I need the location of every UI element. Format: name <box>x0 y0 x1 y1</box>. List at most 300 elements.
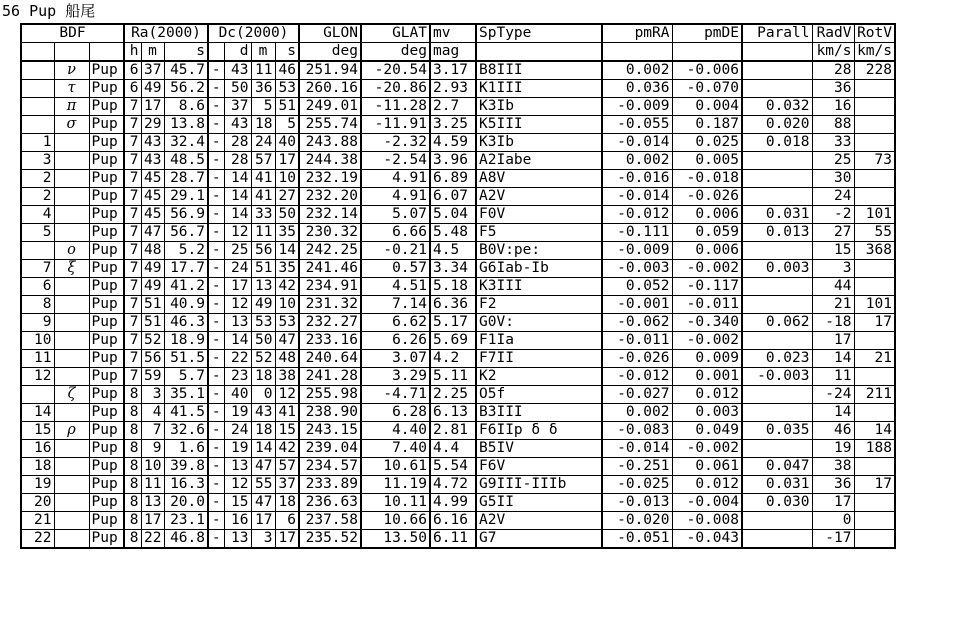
cell-s: 45.7 <box>164 61 208 80</box>
cell-greek <box>54 458 89 476</box>
cell-con: Pup <box>89 332 124 350</box>
glat-header: GLAT <box>361 24 430 43</box>
cell-sptype: F6V <box>476 458 602 476</box>
cell-ds: 12 <box>275 386 299 404</box>
cell-sign: - <box>208 260 224 278</box>
cell-s: 5.2 <box>164 242 208 260</box>
cell-num: 2 <box>21 188 54 206</box>
cell-con: Pup <box>89 242 124 260</box>
cell-sptype: F1Ia <box>476 332 602 350</box>
cell-rotv: 211 <box>854 386 895 404</box>
cell-glat: 4.51 <box>361 278 430 296</box>
radv-unit: km/s <box>812 43 854 62</box>
cell-d: 12 <box>224 224 251 242</box>
cell-pmra: -0.014 <box>602 134 672 152</box>
cell-glon: 251.94 <box>299 61 361 80</box>
mv-header: mv <box>430 24 476 43</box>
cell-num: 20 <box>21 494 54 512</box>
cell-radv: -17 <box>812 530 854 549</box>
cell-radv: 27 <box>812 224 854 242</box>
cell-glon: 235.52 <box>299 530 361 549</box>
cell-s: 13.8 <box>164 116 208 134</box>
cell-parall: 0.013 <box>742 224 812 242</box>
cell-pmra: -0.062 <box>602 314 672 332</box>
cell-rotv: 21 <box>854 350 895 368</box>
cell-s: 39.8 <box>164 458 208 476</box>
cell-parall <box>742 404 812 422</box>
cell-d: 14 <box>224 170 251 188</box>
cell-greek: ν <box>54 61 89 80</box>
cell-m: 52 <box>141 332 164 350</box>
cell-mv: 5.04 <box>430 206 476 224</box>
cell-d: 19 <box>224 404 251 422</box>
cell-ds: 5 <box>275 116 299 134</box>
cell-h: 7 <box>124 206 141 224</box>
cell-pmde: 0.187 <box>672 116 742 134</box>
cell-pmra: 0.002 <box>602 404 672 422</box>
cell-sign: - <box>208 458 224 476</box>
glon-header: GLON <box>299 24 361 43</box>
cell-dm: 53 <box>251 314 275 332</box>
cell-dm: 41 <box>251 170 275 188</box>
cell-m: 51 <box>141 314 164 332</box>
cell-glon: 232.20 <box>299 188 361 206</box>
cell-num <box>21 386 54 404</box>
parall-header: Parall <box>742 24 812 43</box>
header-row-1 <box>21 24 895 43</box>
cell-radv: 24 <box>812 188 854 206</box>
cell-sptype: F5 <box>476 224 602 242</box>
cell-ds: 27 <box>275 188 299 206</box>
cell-glon: 234.57 <box>299 458 361 476</box>
cell-radv: 46 <box>812 422 854 440</box>
cell-h: 7 <box>124 368 141 386</box>
cell-glon: 242.25 <box>299 242 361 260</box>
cell-parall: 0.031 <box>742 206 812 224</box>
cell-s: 16.3 <box>164 476 208 494</box>
cell-glon: 255.98 <box>299 386 361 404</box>
cell-radv: 0 <box>812 512 854 530</box>
cell-parall <box>742 170 812 188</box>
cell-sptype: B8III <box>476 61 602 80</box>
cell-parall <box>742 80 812 98</box>
cell-pmra: -0.001 <box>602 296 672 314</box>
cell-glon: 255.74 <box>299 116 361 134</box>
cell-pmde: -0.026 <box>672 188 742 206</box>
cell-dm: 5 <box>251 98 275 116</box>
cell-glat: 7.40 <box>361 440 430 458</box>
cell-num: 9 <box>21 314 54 332</box>
cell-pmra: -0.012 <box>602 368 672 386</box>
cell-con: Pup <box>89 422 124 440</box>
cell-d: 40 <box>224 386 251 404</box>
glat-unit: deg <box>361 43 430 62</box>
cell-h: 7 <box>124 296 141 314</box>
cell-glon: 243.88 <box>299 134 361 152</box>
cell-sptype: K1III <box>476 80 602 98</box>
cell-con: Pup <box>89 530 124 549</box>
cell-mv: 6.89 <box>430 170 476 188</box>
cell-sptype: G6Iab-Ib <box>476 260 602 278</box>
cell-pmra: -0.051 <box>602 530 672 549</box>
cell-glon: 230.32 <box>299 224 361 242</box>
table-row <box>21 512 895 530</box>
cell-mv: 4.72 <box>430 476 476 494</box>
cell-pmde: 0.005 <box>672 152 742 170</box>
cell-mv: 3.34 <box>430 260 476 278</box>
cell-dm: 17 <box>251 512 275 530</box>
cell-sptype: A8V <box>476 170 602 188</box>
cell-con: Pup <box>89 476 124 494</box>
cell-dm: 56 <box>251 242 275 260</box>
cell-con: Pup <box>89 278 124 296</box>
cell-s: 40.9 <box>164 296 208 314</box>
cell-glat: 6.66 <box>361 224 430 242</box>
cell-h: 8 <box>124 476 141 494</box>
cell-radv: 14 <box>812 350 854 368</box>
cell-greek: ξ <box>54 260 89 278</box>
cell-mv: 4.59 <box>430 134 476 152</box>
cell-num: 10 <box>21 332 54 350</box>
cell-dm: 18 <box>251 116 275 134</box>
cell-h: 8 <box>124 404 141 422</box>
cell-s: 18.9 <box>164 332 208 350</box>
cell-s: 46.3 <box>164 314 208 332</box>
cell-mv: 6.07 <box>430 188 476 206</box>
table-row <box>21 494 895 512</box>
cell-glat: -2.54 <box>361 152 430 170</box>
cell-sign: - <box>208 368 224 386</box>
cell-glat: -4.71 <box>361 386 430 404</box>
cell-sptype: G0V: <box>476 314 602 332</box>
cell-parall <box>742 188 812 206</box>
cell-s: 29.1 <box>164 188 208 206</box>
cell-pmde: 0.012 <box>672 476 742 494</box>
table-row <box>21 188 895 206</box>
cell-num: 16 <box>21 440 54 458</box>
cell-num: 12 <box>21 368 54 386</box>
cell-m: 17 <box>141 98 164 116</box>
cell-num: 11 <box>21 350 54 368</box>
cell-dm: 47 <box>251 458 275 476</box>
cell-sptype: B3III <box>476 404 602 422</box>
cell-pmra: -0.020 <box>602 512 672 530</box>
cell-glat: 0.57 <box>361 260 430 278</box>
cell-m: 49 <box>141 278 164 296</box>
cell-num: 5 <box>21 224 54 242</box>
cell-rotv: 228 <box>854 61 895 80</box>
cell-radv: 33 <box>812 134 854 152</box>
header-row-2 <box>21 43 895 62</box>
cell-con: Pup <box>89 224 124 242</box>
cell-ds: 38 <box>275 368 299 386</box>
cell-ds: 51 <box>275 98 299 116</box>
cell-h: 7 <box>124 134 141 152</box>
cell-m: 13 <box>141 494 164 512</box>
cell-d: 13 <box>224 458 251 476</box>
cell-glon: 237.58 <box>299 512 361 530</box>
cell-d: 23 <box>224 368 251 386</box>
cell-d: 12 <box>224 476 251 494</box>
cell-rotv: 55 <box>854 224 895 242</box>
cell-ds: 53 <box>275 314 299 332</box>
cell-pmra: -0.111 <box>602 224 672 242</box>
cell-h: 8 <box>124 530 141 549</box>
cell-greek <box>54 206 89 224</box>
cell-pmde: 0.004 <box>672 98 742 116</box>
cell-m: 7 <box>141 422 164 440</box>
cell-ds: 35 <box>275 260 299 278</box>
dc-header: Dc(2000) <box>208 24 299 43</box>
cell-pmde: 0.061 <box>672 458 742 476</box>
cell-ds: 6 <box>275 512 299 530</box>
cell-mv: 5.17 <box>430 314 476 332</box>
pmra-header: pmRA <box>602 24 672 43</box>
cell-ds: 41 <box>275 404 299 422</box>
cell-pmra: -0.014 <box>602 188 672 206</box>
cell-m: 47 <box>141 224 164 242</box>
cell-dm: 3 <box>251 530 275 549</box>
cell-d: 13 <box>224 530 251 549</box>
cell-h: 7 <box>124 350 141 368</box>
cell-m: 9 <box>141 440 164 458</box>
cell-parall: 0.020 <box>742 116 812 134</box>
cell-sptype: G5II <box>476 494 602 512</box>
cell-d: 43 <box>224 61 251 80</box>
cell-h: 8 <box>124 512 141 530</box>
cell-glon: 233.89 <box>299 476 361 494</box>
cell-m: 11 <box>141 476 164 494</box>
cell-h: 6 <box>124 61 141 80</box>
cell-radv: 28 <box>812 61 854 80</box>
cell-pmde: 0.006 <box>672 206 742 224</box>
cell-s: 32.4 <box>164 134 208 152</box>
cell-d: 37 <box>224 98 251 116</box>
cell-sign: - <box>208 404 224 422</box>
cell-glat: 10.11 <box>361 494 430 512</box>
cell-ds: 47 <box>275 332 299 350</box>
cell-glat: 6.28 <box>361 404 430 422</box>
cell-sign: - <box>208 188 224 206</box>
table-row <box>21 530 895 549</box>
cell-h: 7 <box>124 116 141 134</box>
cell-d: 12 <box>224 296 251 314</box>
cell-num: 15 <box>21 422 54 440</box>
cell-sptype: F0V <box>476 206 602 224</box>
cell-glat: 3.29 <box>361 368 430 386</box>
cell-s: 28.7 <box>164 170 208 188</box>
cell-glat: 7.14 <box>361 296 430 314</box>
table-row <box>21 422 895 440</box>
cell-num: 3 <box>21 152 54 170</box>
cell-h: 7 <box>124 98 141 116</box>
cell-h: 7 <box>124 260 141 278</box>
cell-s: 51.5 <box>164 350 208 368</box>
cell-radv: 17 <box>812 332 854 350</box>
cell-mv: 3.96 <box>430 152 476 170</box>
table-row <box>21 242 895 260</box>
table-row <box>21 224 895 242</box>
cell-greek <box>54 188 89 206</box>
cell-radv: 19 <box>812 440 854 458</box>
cell-ds: 37 <box>275 476 299 494</box>
cell-pmra: -0.014 <box>602 440 672 458</box>
cell-mv: 6.36 <box>430 296 476 314</box>
cell-s: 1.6 <box>164 440 208 458</box>
cell-num <box>21 61 54 80</box>
cell-glat: 5.07 <box>361 206 430 224</box>
cell-mv: 3.17 <box>430 61 476 80</box>
cell-parall: 0.018 <box>742 134 812 152</box>
cell-glon: 240.64 <box>299 350 361 368</box>
cell-ds: 50 <box>275 206 299 224</box>
table-row <box>21 152 895 170</box>
cell-sptype: K3Ib <box>476 134 602 152</box>
bdf-header: BDF <box>21 24 124 43</box>
cell-m: 49 <box>141 80 164 98</box>
cell-greek <box>54 440 89 458</box>
cell-m: 4 <box>141 404 164 422</box>
cell-ds: 46 <box>275 61 299 80</box>
cell-pmde: -0.018 <box>672 170 742 188</box>
cell-pmde: 0.025 <box>672 134 742 152</box>
cell-sptype: A2Iabe <box>476 152 602 170</box>
radv-header: RadV <box>812 24 854 43</box>
cell-h: 7 <box>124 170 141 188</box>
cell-parall: -0.003 <box>742 368 812 386</box>
cell-d: 16 <box>224 512 251 530</box>
cell-pmde: 0.049 <box>672 422 742 440</box>
cell-num: 1 <box>21 134 54 152</box>
cell-rotv <box>854 332 895 350</box>
cell-pmra: -0.003 <box>602 260 672 278</box>
cell-glat: 10.66 <box>361 512 430 530</box>
cell-parall: 0.003 <box>742 260 812 278</box>
cell-parall <box>742 530 812 549</box>
cell-m: 3 <box>141 386 164 404</box>
cell-pmde: -0.004 <box>672 494 742 512</box>
table-row <box>21 350 895 368</box>
cell-rotv: 73 <box>854 152 895 170</box>
cell-glat: -0.21 <box>361 242 430 260</box>
cell-d: 43 <box>224 116 251 134</box>
cell-d: 15 <box>224 494 251 512</box>
cell-glat: 6.26 <box>361 332 430 350</box>
cell-radv: 38 <box>812 458 854 476</box>
cell-glat: -11.91 <box>361 116 430 134</box>
cell-num: 18 <box>21 458 54 476</box>
cell-glon: 233.16 <box>299 332 361 350</box>
cell-dm: 18 <box>251 368 275 386</box>
cell-glon: 244.38 <box>299 152 361 170</box>
cell-m: 10 <box>141 458 164 476</box>
cell-glon: 232.27 <box>299 314 361 332</box>
cell-con: Pup <box>89 170 124 188</box>
cell-sign: - <box>208 134 224 152</box>
cell-rotv: 101 <box>854 296 895 314</box>
table-row <box>21 278 895 296</box>
cell-glon: 231.32 <box>299 296 361 314</box>
cell-con: Pup <box>89 188 124 206</box>
cell-pmra: -0.009 <box>602 242 672 260</box>
cell-pmde: -0.070 <box>672 80 742 98</box>
cell-h: 8 <box>124 440 141 458</box>
cell-mv: 6.16 <box>430 512 476 530</box>
cell-sptype: K3III <box>476 278 602 296</box>
cell-glat: 6.62 <box>361 314 430 332</box>
ra-h-header: h <box>124 43 141 62</box>
cell-con: Pup <box>89 368 124 386</box>
cell-pmde: -0.002 <box>672 260 742 278</box>
cell-pmde: -0.043 <box>672 530 742 549</box>
cell-rotv: 101 <box>854 206 895 224</box>
cell-sptype: K2 <box>476 368 602 386</box>
cell-h: 7 <box>124 224 141 242</box>
cell-radv: -2 <box>812 206 854 224</box>
cell-s: 41.2 <box>164 278 208 296</box>
cell-glat: -11.28 <box>361 98 430 116</box>
cell-pmra: -0.083 <box>602 422 672 440</box>
cell-sptype: B5IV <box>476 440 602 458</box>
cell-parall: 0.047 <box>742 458 812 476</box>
cell-sign: - <box>208 332 224 350</box>
glon-unit: deg <box>299 43 361 62</box>
cell-con: Pup <box>89 404 124 422</box>
cell-ds: 10 <box>275 170 299 188</box>
dc-m-header: m <box>251 43 275 62</box>
cell-dm: 43 <box>251 404 275 422</box>
cell-con: Pup <box>89 206 124 224</box>
cell-radv: -24 <box>812 386 854 404</box>
cell-mv: 2.25 <box>430 386 476 404</box>
cell-pmde: -0.117 <box>672 278 742 296</box>
cell-parall: 0.031 <box>742 476 812 494</box>
cell-d: 50 <box>224 80 251 98</box>
cell-glat: 13.50 <box>361 530 430 549</box>
cell-pmra: -0.016 <box>602 170 672 188</box>
table-row <box>21 206 895 224</box>
cell-glon: 241.46 <box>299 260 361 278</box>
cell-m: 29 <box>141 116 164 134</box>
cell-h: 7 <box>124 188 141 206</box>
table-row <box>21 332 895 350</box>
cell-sign: - <box>208 61 224 80</box>
table-row <box>21 61 895 80</box>
cell-s: 46.8 <box>164 530 208 549</box>
cell-glat: 10.61 <box>361 458 430 476</box>
cell-con: Pup <box>89 134 124 152</box>
cell-s: 23.1 <box>164 512 208 530</box>
cell-parall: 0.030 <box>742 494 812 512</box>
cell-pmde: -0.340 <box>672 314 742 332</box>
cell-con: Pup <box>89 458 124 476</box>
cell-rotv <box>854 404 895 422</box>
cell-dm: 13 <box>251 278 275 296</box>
cell-mv: 4.4 <box>430 440 476 458</box>
cell-radv: 21 <box>812 296 854 314</box>
cell-glat: 3.07 <box>361 350 430 368</box>
cell-greek: σ <box>54 116 89 134</box>
cell-h: 6 <box>124 80 141 98</box>
cell-glat: -20.86 <box>361 80 430 98</box>
table-row <box>21 260 895 278</box>
cell-d: 28 <box>224 152 251 170</box>
table-body <box>21 61 895 548</box>
cell-radv: 30 <box>812 170 854 188</box>
cell-sign: - <box>208 386 224 404</box>
cell-dm: 50 <box>251 332 275 350</box>
cell-num: 14 <box>21 404 54 422</box>
